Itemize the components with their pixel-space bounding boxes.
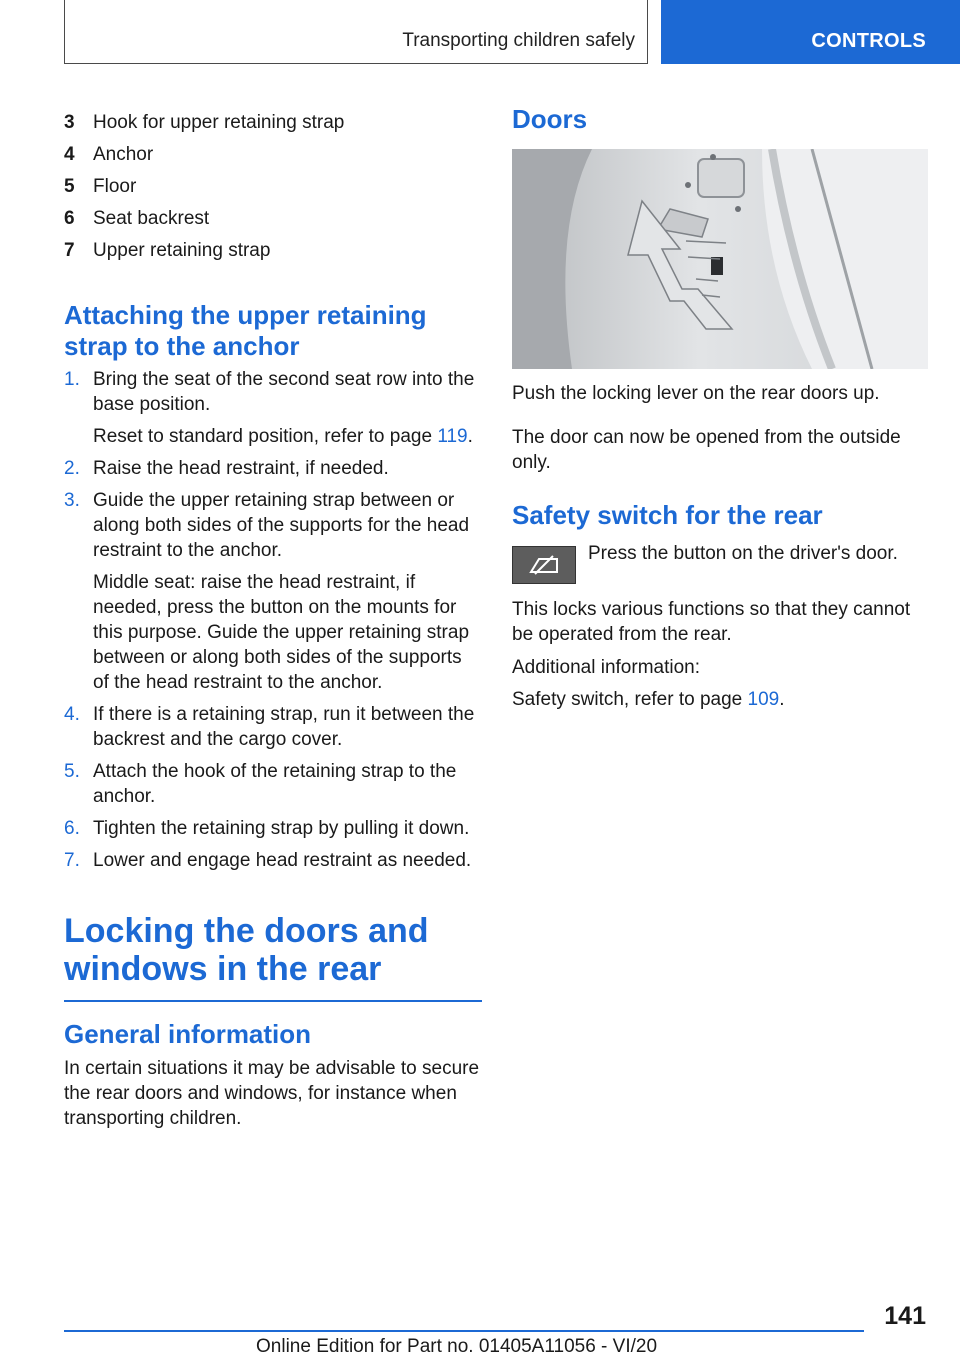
step-item: 6. Tighten the retaining strap by pulling it down. bbox=[64, 818, 470, 839]
doors-heading: Doors bbox=[512, 104, 588, 134]
safety-heading: Safety switch for the rear bbox=[512, 500, 823, 530]
footer-edition: Online Edition for Part no. 01405A11056 - VI/20 bbox=[256, 1336, 658, 1357]
list-item: 6 Seat backrest bbox=[64, 208, 210, 229]
step-item: 2. Raise the head restraint, if needed. bbox=[64, 458, 389, 479]
attach-heading: Attaching the upper retaining strap to the anchor bbox=[64, 300, 427, 361]
list-item: 4 Anchor bbox=[64, 144, 154, 165]
step-item: 1. Bring the seat of the second seat row into the base position. Reset to standard position, refer to page 119. bbox=[64, 369, 475, 447]
door-lock-illustration bbox=[512, 149, 928, 369]
doors-text-2: The door can now be opened from the outside only. bbox=[512, 427, 901, 473]
step-item: 4. If there is a retaining strap, run it between the backrest and the cargo cover. bbox=[64, 704, 475, 750]
general-info-heading: General information bbox=[64, 1019, 312, 1049]
step-item: 5. Attach the hook of the retaining strap to the anchor. bbox=[64, 761, 457, 807]
chapter-tab[interactable] bbox=[661, 0, 960, 64]
page-number: 141 bbox=[884, 1302, 926, 1330]
general-info-text: In certain situations it may be advisable to secure the rear doors and windows, for instance when transporting children. bbox=[64, 1058, 480, 1129]
step-item: 7. Lower and engage head restraint as needed. bbox=[64, 850, 472, 871]
list-item: 3 Hook for upper retaining strap bbox=[64, 112, 345, 133]
locking-heading: Locking the doors and windows in the rear bbox=[64, 912, 482, 1002]
step-item: 3. Guide the upper retaining strap between or along both sides of the supports for the head restraint to the anchor. Middle seat: raise the head restraint, if needed, press the button on the mounts for this purpose. Guide the upper retaining strap between or along both sides of the supports of the head restraint to the anchor. bbox=[64, 490, 470, 693]
footer-divider bbox=[64, 1330, 864, 1332]
list-item: 5 Floor bbox=[64, 176, 137, 197]
safety-text-2: Additional information: bbox=[512, 657, 700, 678]
page-link-119[interactable]: 119 bbox=[437, 426, 468, 447]
page-link-109[interactable]: 109 bbox=[747, 689, 780, 710]
legend-list bbox=[64, 111, 344, 271]
safety-icon-text: Press the button on the driver's door. bbox=[588, 543, 898, 564]
safety-text-1: This locks various functions so that they cannot be operated from the rear. bbox=[512, 599, 911, 645]
safety-ref: Safety switch, refer to page 109. bbox=[512, 689, 785, 710]
header-section-box bbox=[64, 0, 648, 64]
list-item: 7 Upper retaining strap bbox=[64, 240, 271, 261]
section-title: Transporting children safely bbox=[402, 30, 635, 51]
child-lock-window-icon bbox=[512, 546, 576, 584]
doors-text-1: Push the locking lever on the rear doors up. bbox=[512, 383, 880, 404]
chapter-label: CONTROLS bbox=[811, 30, 926, 52]
attach-steps bbox=[64, 367, 482, 880]
